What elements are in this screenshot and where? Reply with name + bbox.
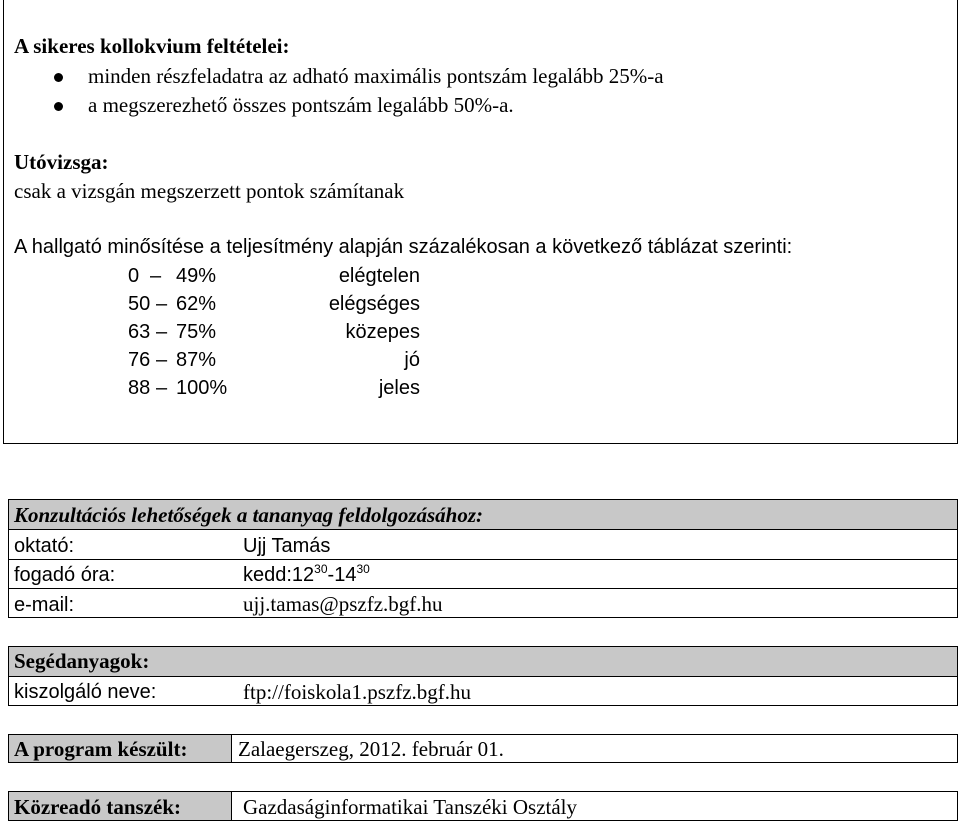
consultation-title: Konzultációs lehetőségek a tananyag feldolgozásához: (14, 503, 484, 527)
grade-name: elégtelen (338, 265, 420, 287)
grade-from: 76 (128, 349, 151, 371)
grade-dash: – (156, 349, 168, 371)
grade-to: 62% (176, 293, 217, 315)
bullet-icon (54, 73, 63, 82)
grade-from: 50 (128, 293, 151, 315)
condition-item-1: minden részfeladatra az adható maximális pontszám legalább 25%-a (88, 64, 664, 88)
grade-from: 63 (128, 321, 151, 343)
grade-name: jó (404, 349, 420, 371)
grade-dash: – (150, 265, 162, 287)
grade-to: 87% (176, 349, 217, 371)
grade-name: jeles (378, 377, 420, 399)
grade-to: 100% (176, 377, 228, 399)
condition-item-2: a megszerezhető összes pontszám legalább 50%-a. (88, 93, 514, 117)
retake-text: csak a vizsgán megszerzett pontok számítanak (14, 179, 405, 203)
server-label: kiszolgáló neve: (14, 681, 157, 703)
email-label: e-mail: (14, 594, 75, 616)
grade-name: elégséges (328, 293, 420, 315)
retake-title: Utóvizsga: (14, 150, 109, 174)
server-value: ftp://foiskola1.pszfz.bgf.hu (243, 680, 472, 704)
grade-to: 75% (176, 321, 217, 343)
consultation-body (8, 529, 958, 618)
grading-intro: A hallgató minősítése a teljesítmény alapján százalékosan a következő táblázat szerinti: (14, 236, 793, 258)
program-value: Zalaegerszeg, 2012. február 01. (238, 737, 504, 761)
department-value: Gazdaságinformatikai Tanszéki Osztály (243, 795, 578, 819)
department-label: Közreadó tanszék: (14, 795, 182, 819)
office-hours-value: $kedd:12^{30}-14^{30}$ (243, 562, 370, 586)
grade-from: 0 (128, 265, 140, 287)
grade-dash: – (156, 377, 168, 399)
grade-dash: – (156, 293, 168, 315)
materials-header (8, 646, 958, 677)
materials-title: Segédanyagok: (14, 649, 150, 673)
grade-from: 88 (128, 377, 151, 399)
conditions-title: A sikeres kollokvium feltételei: (14, 34, 290, 58)
bullet-icon (54, 102, 63, 111)
instructor-label: oktató: (14, 535, 75, 557)
grade-dash: – (156, 321, 168, 343)
grade-to: 49% (176, 265, 217, 287)
email-value: ujj.tamas@pszfz.bgf.hu (243, 592, 443, 616)
grade-name: közepes (345, 321, 420, 343)
program-label: A program készült: (14, 737, 188, 761)
instructor-value: Ujj Tamás (243, 535, 331, 557)
office-hours-label: fogadó óra: (14, 564, 116, 586)
